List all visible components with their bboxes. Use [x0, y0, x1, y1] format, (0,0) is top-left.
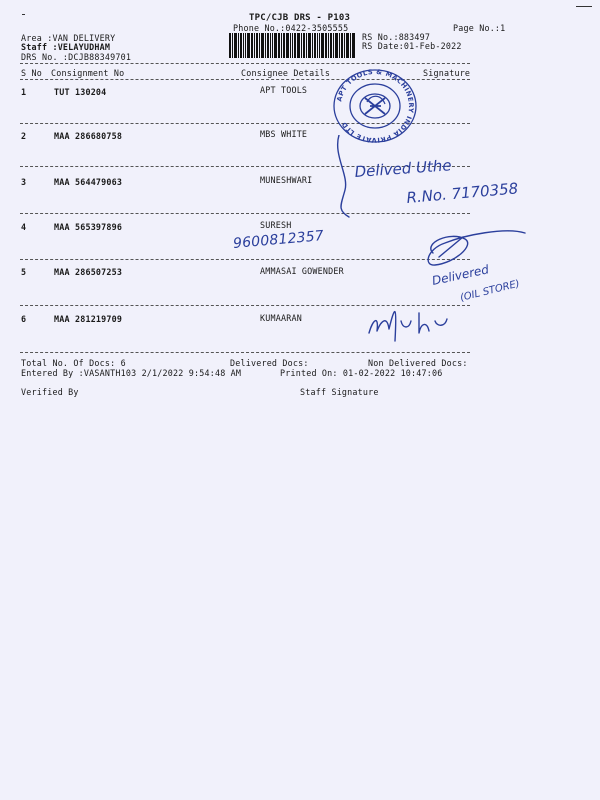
page-number: Page No.:1: [453, 23, 506, 33]
staff-signature: Staff Signature: [300, 387, 379, 397]
total-docs: Total No. Of Docs: 6: [21, 358, 126, 368]
row-3-consignment: MAA 564479063: [54, 177, 123, 187]
row-1-consignment: TUT 130204: [54, 87, 107, 97]
handwritten-delivered-row-5: Delivered: [430, 262, 491, 288]
staff-name: Staff :VELAYUDHAM: [21, 42, 111, 52]
row-6-consignee: KUMAARAN: [260, 313, 302, 323]
row-4-consignee: SURESH: [260, 220, 292, 230]
handwritten-phone-row-4: 9600812357: [232, 228, 325, 252]
row-6-consignment: MAA 281219709: [54, 314, 123, 324]
svg-text:APT TOOLS & MACHINERY INDIA PR: APT TOOLS & MACHINERY INDIA PRIVATE LTD: [335, 67, 416, 144]
rs-number: RS No.:883497: [362, 32, 431, 42]
handwritten-oil-store: (OIL STORE): [459, 278, 521, 304]
handwritten-notes: [315, 135, 585, 345]
row-3-consignee: MUNESHWARI: [260, 175, 313, 185]
row-2-consignment: MAA 286680758: [54, 131, 123, 141]
scan-speck: [22, 14, 25, 15]
row-2-consignee: MBS WHITE: [260, 129, 308, 139]
row-3-sno: 3: [21, 177, 27, 187]
col-sno: S No: [21, 68, 42, 78]
entered-by: Entered By :VASANTH103 2/1/2022 9:54:48 AM: [21, 368, 242, 378]
row-5-consignment: MAA 286507253: [54, 267, 123, 277]
row-2-sno: 2: [21, 131, 27, 141]
row-4-consignment: MAA 565397896: [54, 222, 123, 232]
row-5-sno: 5: [21, 267, 27, 277]
row-4-sno: 4: [21, 222, 27, 232]
verified-by: Verified By: [21, 387, 79, 397]
row-5-consignee: AMMASAI GOWENDER: [260, 266, 344, 276]
col-consignee: Consignee Details: [241, 68, 331, 78]
document-title: TPC/CJB DRS - P103: [249, 13, 351, 23]
printed-on: Printed On: 01-02-2022 10:47:06: [280, 368, 443, 378]
rs-date: RS Date:01-Feb-2022: [362, 41, 462, 51]
row-divider: [20, 352, 470, 353]
non-delivered-docs: Non Delivered Docs:: [368, 358, 468, 368]
row-1-sno: 1: [21, 87, 27, 97]
scan-speck: [576, 6, 592, 7]
barcode: [229, 33, 355, 58]
company-stamp: [329, 64, 421, 144]
handwritten-delivered-row-3: Delived Uthe: [354, 156, 453, 181]
area-label: Area :VAN DELIVERY: [21, 33, 116, 43]
handwritten-receipt-number: R.No. 7170358: [405, 179, 519, 207]
delivered-docs: Delivered Docs:: [230, 358, 309, 368]
col-signature: Signature: [423, 68, 471, 78]
row-1-consignee: APT TOOLS: [260, 85, 308, 95]
drs-number: DRS No. :DCJB88349701: [21, 52, 132, 62]
phone-number: Phone No.:0422-3505555: [233, 23, 349, 33]
col-consignment: Consignment No: [51, 68, 125, 78]
row-6-sno: 6: [21, 314, 27, 324]
